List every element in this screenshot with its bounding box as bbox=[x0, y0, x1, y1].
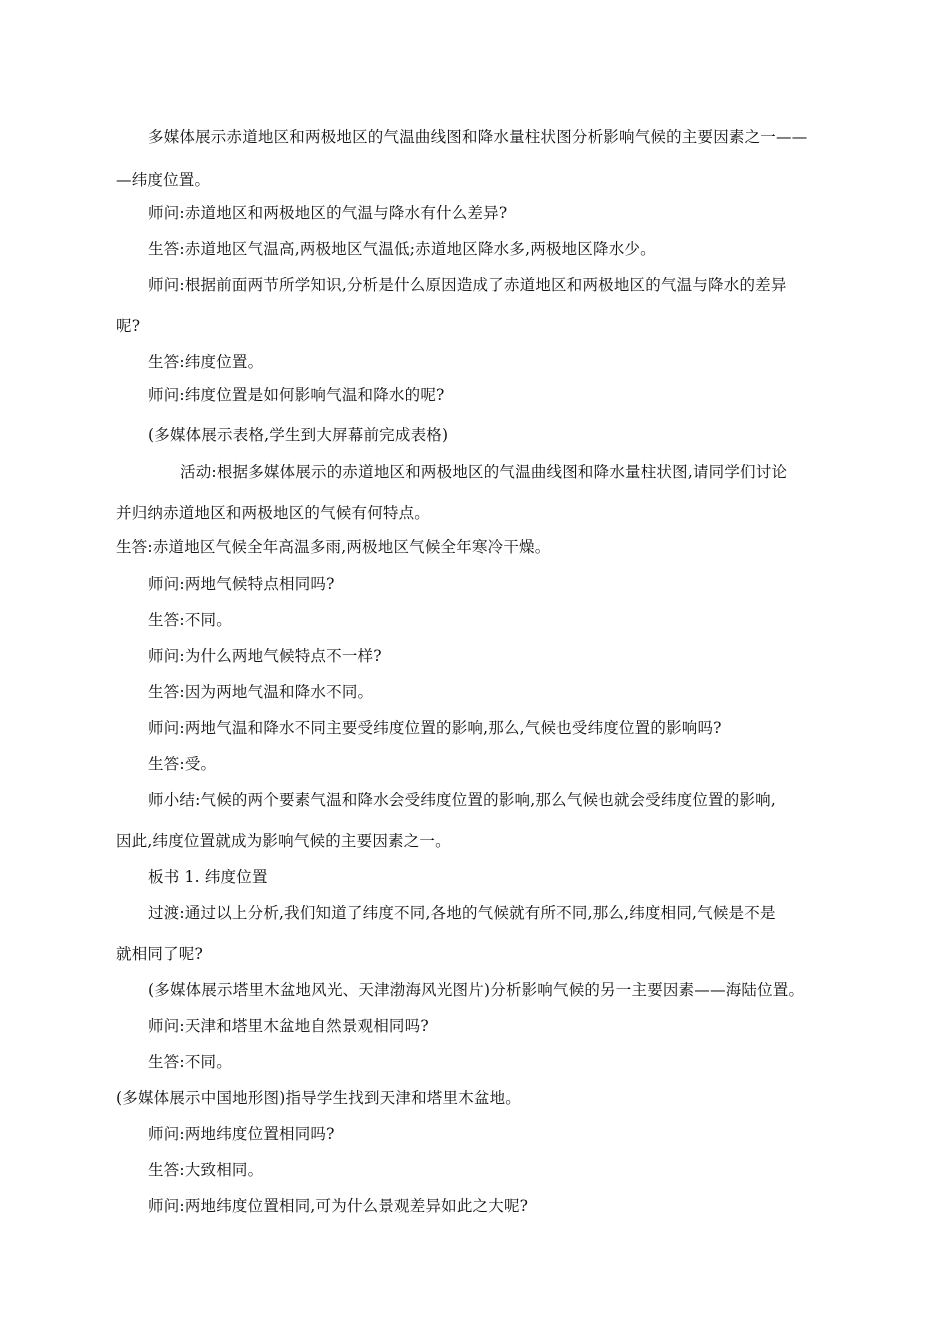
paragraph-line: 生答:不同。 bbox=[148, 611, 232, 629]
paragraph-line: 师问:赤道地区和两极地区的气温与降水有什么差异? bbox=[148, 204, 508, 222]
paragraph-line: 生答:赤道地区气温高,两极地区气温低;赤道地区降水多,两极地区降水少。 bbox=[148, 240, 656, 258]
paragraph-line: 生答:不同。 bbox=[148, 1053, 232, 1071]
paragraph-line: 生答:因为两地气温和降水不同。 bbox=[148, 683, 374, 701]
paragraph-line: 多媒体展示赤道地区和两极地区的气温曲线图和降水量柱状图分析影响气候的主要因素之一—— bbox=[148, 128, 808, 146]
paragraph-line: (多媒体展示中国地形图)指导学生找到天津和塔里木盆地。 bbox=[116, 1089, 521, 1107]
paragraph-line: 就相同了呢? bbox=[116, 945, 204, 963]
paragraph-line: 生答:大致相同。 bbox=[148, 1161, 264, 1179]
paragraph-line: 并归纳赤道地区和两极地区的气候有何特点。 bbox=[116, 504, 431, 522]
paragraph-line: 师问:两地纬度位置相同,可为什么景观差异如此之大呢? bbox=[148, 1197, 529, 1215]
paragraph-line: 因此,纬度位置就成为影响气候的主要因素之一。 bbox=[116, 832, 451, 850]
paragraph-line: 师问:两地气温和降水不同主要受纬度位置的影响,那么,气候也受纬度位置的影响吗? bbox=[148, 719, 722, 737]
paragraph-line: 师小结:气候的两个要素气温和降水会受纬度位置的影响,那么气候也就会受纬度位置的影响, bbox=[148, 791, 776, 809]
paragraph-line: 生答:受。 bbox=[148, 755, 217, 773]
paragraph-line: 师问:两地气候特点相同吗? bbox=[148, 575, 335, 593]
paragraph-line: (多媒体展示表格,学生到大屏幕前完成表格) bbox=[148, 426, 449, 444]
paragraph-line: —纬度位置。 bbox=[116, 171, 211, 189]
paragraph-line: (多媒体展示塔里木盆地风光、天津渤海风光图片)分析影响气候的另一主要因素——海陆位置。 bbox=[148, 981, 805, 999]
paragraph-line: 生答:纬度位置。 bbox=[148, 353, 264, 371]
paragraph-line: 师问:根据前面两节所学知识,分析是什么原因造成了赤道地区和两极地区的气温与降水的差异 bbox=[148, 276, 787, 294]
paragraph-line: 师问:纬度位置是如何影响气温和降水的呢? bbox=[148, 386, 445, 404]
paragraph-line: 师问:为什么两地气候特点不一样? bbox=[148, 647, 382, 665]
paragraph-line: 活动:根据多媒体展示的赤道地区和两极地区的气温曲线图和降水量柱状图,请同学们讨论 bbox=[180, 463, 788, 481]
paragraph-line: 生答:赤道地区气候全年高温多雨,两极地区气候全年寒冷干燥。 bbox=[116, 538, 551, 556]
paragraph-line: 呢? bbox=[116, 317, 141, 335]
paragraph-line: 师问:两地纬度位置相同吗? bbox=[148, 1125, 335, 1143]
paragraph-line: 师问:天津和塔里木盆地自然景观相同吗? bbox=[148, 1017, 429, 1035]
paragraph-line: 过渡:通过以上分析,我们知道了纬度不同,各地的气候就有所不同,那么,纬度相同,气候是不是 bbox=[148, 904, 776, 922]
paragraph-line: 板书 1. 纬度位置 bbox=[148, 868, 268, 886]
